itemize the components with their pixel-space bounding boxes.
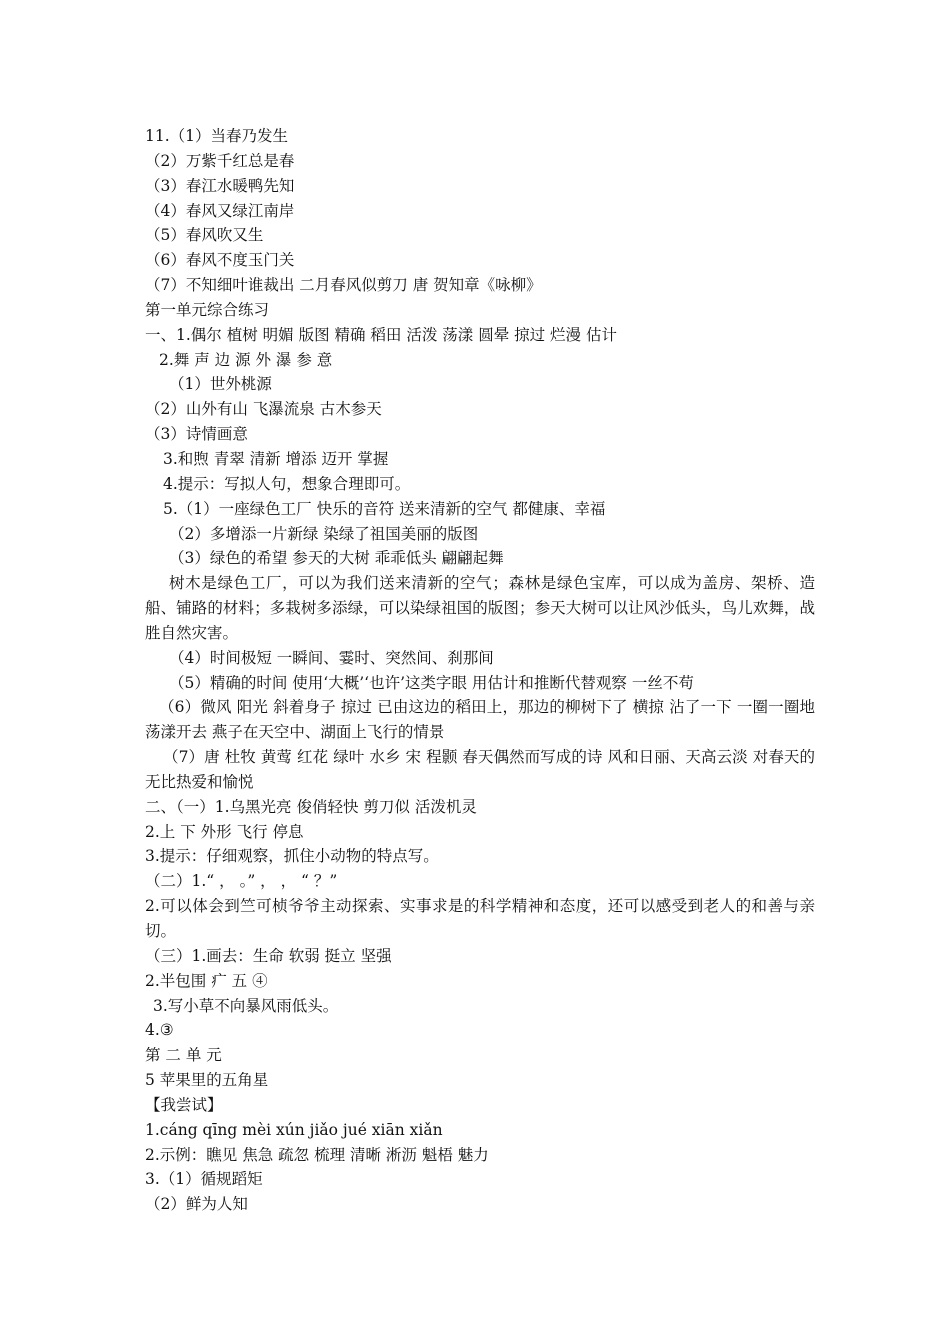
answer-line: 5.（1）一座绿色工厂 快乐的音符 送来清新的空气 都健康、幸福 xyxy=(163,499,606,518)
answer-line: 二、（一）1.乌黑光亮 俊俏轻快 剪刀似 活泼机灵 xyxy=(145,797,477,816)
answer-paragraph: （7）唐 杜牧 黄莺 红花 绿叶 水乡 宋 程颢 春天偶然而写成的诗 风和日丽、天高云淡 对春天的无比热爱和愉悦 xyxy=(145,748,815,791)
answer-line: 3.和煦 青翠 清新 增添 迈开 掌握 xyxy=(163,449,389,468)
answer-line: （2）多增添一片新绿 染绿了祖国美丽的版图 xyxy=(169,524,479,543)
answer-line: （3）诗情画意 xyxy=(145,425,248,444)
answer-line: （7）不知细叶谁裁出 二月春风似剪刀 唐 贺知章《咏柳》 xyxy=(145,276,542,295)
answer-line: （5）春风吹又生 xyxy=(145,226,264,245)
section-heading: 第 二 单 元 xyxy=(145,1046,222,1065)
answer-line: （5）精确的时间 使用‘大概’‘也许’这类字眼 用估计和推断代替观察 一丝不苟 xyxy=(169,673,694,692)
answer-line: （6）春风不度玉门关 xyxy=(145,251,295,270)
answer-line: 一、1.偶尔 植树 明媚 版图 精确 稻田 活泼 荡漾 圆晕 掠过 烂漫 估计 xyxy=(145,325,617,344)
answer-paragraph: （6）微风 阳光 斜着身子 掠过 已由这边的稻田上，那边的柳树下了 横掠 沾了一下 一圈一圈地荡漾开去 燕子在天空中、湖面上飞行的情景 xyxy=(145,698,815,742)
answer-line: （4）时间极短 一瞬间、霎时、突然间、刹那间 xyxy=(169,648,494,667)
answer-line: （2）万紫千红总是春 xyxy=(145,151,295,170)
answer-line: 2.上 下 外形 飞行 停息 xyxy=(145,822,304,841)
answer-line: （三）1.画去：生命 软弱 挺立 坚强 xyxy=(145,946,392,965)
answer-line: 2.舞 声 边 源 外 瀑 参 意 xyxy=(159,350,333,369)
section-heading: 第一单元综合练习 xyxy=(145,300,270,319)
answer-line: 2.示例：瞧见 焦急 疏忽 梳理 清晰 淅沥 魁梧 魅力 xyxy=(145,1145,489,1164)
answer-line: （1）世外桃源 xyxy=(169,375,272,394)
answer-paragraph: 树木是绿色工厂，可以为我们送来清新的空气；森林是绿色宝库，可以成为盖房、架桥、造船、铺路的材料；多栽树多添绿，可以染绿祖国的版图；参天大树可以让风沙低头，鸟儿欢舞，战胜自然灾害。 xyxy=(145,574,815,642)
document-body xyxy=(145,124,815,1217)
answer-line: （4）春风又绿江南岸 xyxy=(145,201,295,220)
answer-line: 4.③ xyxy=(145,1021,174,1040)
answer-line: （二）1.“ ， 。” ， ， “ ？” xyxy=(145,872,338,891)
answer-line: 2.半包围 疒 五 ④ xyxy=(145,971,268,990)
answer-line: 1.cáng qīng mèi xún jiǎo jué xiān xiǎn xyxy=(145,1120,443,1139)
answer-paragraph: 2.可以体会到竺可桢爷爷主动探索、实事求是的科学精神和态度，还可以感受到老人的和善与亲切。 xyxy=(145,897,815,940)
answer-line: 11.（1）当春乃发生 xyxy=(145,127,289,145)
answer-line: （2）山外有山 飞瀑流泉 古木参天 xyxy=(145,400,382,419)
answer-line: 3.（1）循规蹈矩 xyxy=(145,1170,263,1189)
answer-line: 3.写小草不向暴风雨低头。 xyxy=(153,996,339,1015)
answer-line: 3.提示：仔细观察，抓住小动物的特点写。 xyxy=(145,847,439,866)
answer-line: 4.提示：写拟人句，想象合理即可。 xyxy=(163,474,411,493)
lesson-title: 5 苹果里的五角星 xyxy=(145,1071,269,1090)
subsection-heading: 【我尝试】 xyxy=(145,1095,223,1114)
answer-line: （3）绿色的希望 参天的大树 乖乖低头 翩翩起舞 xyxy=(169,549,504,568)
answer-line: （2）鲜为人知 xyxy=(145,1195,248,1214)
answer-line: （3）春江水暖鸭先知 xyxy=(145,176,295,195)
